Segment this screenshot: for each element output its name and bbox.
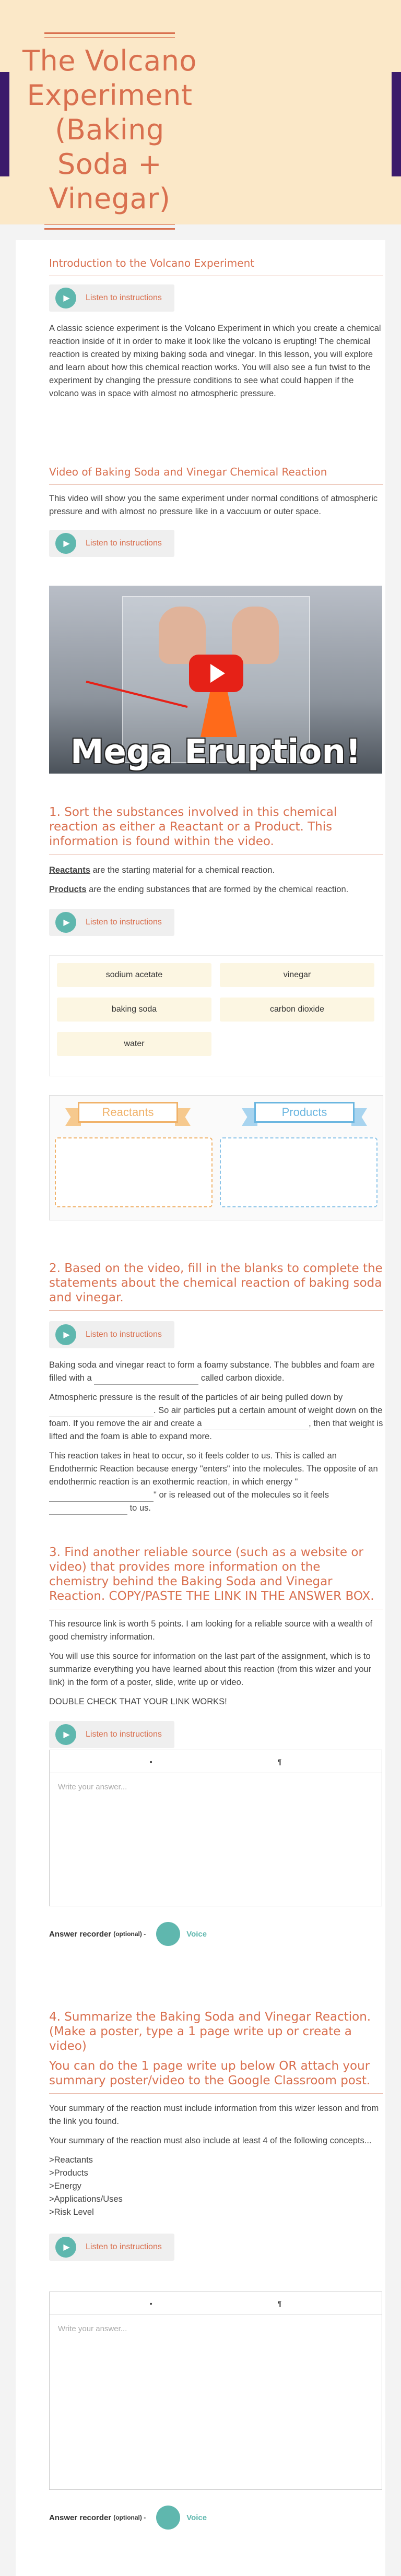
q2-paragraph-1 — [49, 1359, 383, 1385]
video-caption: Mega Eruption! — [70, 733, 361, 771]
q4-subheading: You can do the 1 page write up below OR attach your summary poster/video to the Google Classroom post. — [49, 2059, 371, 2087]
listen-label: Listen to instructions — [86, 293, 162, 302]
q4-concept: >Reactants — [49, 2155, 93, 2165]
q4-text-2: Your summary of the reaction must also include at least 4 of the following concepts... — [49, 2136, 372, 2145]
listen-label: Listen to instructions — [86, 539, 162, 548]
voice-button[interactable]: Voice — [186, 1929, 207, 1939]
bullet-list-icon[interactable]: • — [149, 1757, 152, 1766]
hero-band-right — [392, 72, 401, 176]
video-section — [49, 465, 383, 557]
reactants-definition — [49, 864, 383, 877]
answer-placeholder: Write your answer... — [58, 2324, 127, 2333]
hero-title-block — [16, 32, 204, 230]
reactants-term: Reactants — [49, 865, 90, 875]
q4-concept: >Energy — [49, 2181, 81, 2191]
play-icon: ▶ — [55, 1324, 76, 1345]
listen-button[interactable] — [49, 1721, 174, 1748]
listen-button[interactable] — [49, 2234, 174, 2261]
q2-text: " or is released out of the molecules so it feels — [154, 1490, 329, 1500]
products-definition — [49, 883, 383, 896]
reactants-def: are the starting material for a chemical reaction. — [90, 865, 275, 875]
top-rule — [44, 32, 175, 38]
microphone-icon[interactable] — [156, 1922, 180, 1946]
intro-text: A classic science experiment is the Volcano Experiment in which you create a chemical reaction inside of it in order to make it look like the volcano is erupting! The chemical reaction is created by mixing baking soda and vinegar. In this lesson, you will explore and learn about how this chemical reaction works. You will also see a fun twist to the experiment by changing the pressure conditions to see what could happen if the volcano was in space with almost no atmospheric pressure. — [49, 324, 381, 398]
q3-section — [49, 1545, 383, 1748]
q4-concept: >Applications/Uses — [49, 2194, 123, 2204]
youtube-play-icon[interactable] — [189, 655, 243, 692]
chip-carbon-dioxide[interactable]: carbon dioxide — [220, 998, 374, 1022]
recorder-label: Answer recorder — [49, 2513, 112, 2522]
rule-thin — [44, 37, 175, 38]
listen-button[interactable] — [49, 1321, 174, 1348]
q3-heading: 3. Find another reliable source (such as a website or video) that provides more information on the chemistry behind the Baking Soda and Vinegar Reaction. COPY/PASTE THE LINK IN THE ANSWER BOX. — [49, 1546, 374, 1603]
video-hand-right — [232, 607, 279, 664]
q3-text-1: This resource link is worth 5 points. I am looking for a reliable source with a wealth of good chemistry information. — [49, 1619, 373, 1642]
listen-label: Listen to instructions — [86, 1730, 162, 1739]
q2-text: . So air particles put a certain amount of weight down on the foam. If you remove the air and create a — [49, 1406, 383, 1428]
play-icon: ▶ — [55, 533, 76, 554]
worksheet-card — [16, 240, 385, 2576]
bucket-area — [49, 1095, 383, 1220]
q2-paragraph-3 — [49, 1450, 383, 1515]
chip-water[interactable]: water — [57, 1032, 211, 1056]
q4-answer-editor[interactable] — [49, 2292, 382, 2490]
q4-section — [49, 2010, 383, 2261]
q2-text: called carbon dioxide. — [200, 1373, 285, 1383]
answer-placeholder: Write your answer... — [58, 1783, 127, 1791]
recorder-optional: (optional) - — [113, 1930, 146, 1938]
q1-section — [49, 805, 383, 936]
heading-divider — [49, 484, 383, 485]
products-term: Products — [49, 885, 87, 894]
video-player[interactable] — [49, 586, 382, 774]
recorder-optional: (optional) - — [113, 2514, 146, 2521]
q4-concept: >Products — [49, 2168, 88, 2178]
q2-text: Atmospheric pressure is the result of the particles of air being pulled down by — [49, 1393, 343, 1402]
reactants-ribbon — [65, 1096, 191, 1128]
listen-button[interactable] — [49, 909, 174, 936]
hero-banner — [0, 0, 401, 224]
q3-answer-recorder — [49, 1922, 207, 1946]
video-text: This video will show you the same experiment under normal conditions of atmospheric pressure and with almost no pressure like in a vaccuum or outer space. — [49, 494, 378, 516]
editor-toolbar — [50, 2292, 382, 2315]
q3-text-3: DOUBLE CHECK THAT YOUR LINK WORKS! — [49, 1697, 227, 1706]
products-ribbon-label: Products — [254, 1102, 355, 1123]
play-icon: ▶ — [55, 1724, 76, 1745]
listen-label: Listen to instructions — [86, 918, 162, 927]
bottom-rule — [44, 224, 175, 230]
blank-input[interactable] — [49, 1492, 154, 1502]
blank-input[interactable] — [94, 1375, 198, 1385]
microphone-icon[interactable] — [156, 2506, 180, 2530]
editor-toolbar — [50, 1750, 382, 1773]
q2-heading: 2. Based on the video, fill in the blanks to complete the statements about the chemical reaction of baking soda and vinegar. — [49, 1262, 383, 1304]
chip-vinegar[interactable]: vinegar — [220, 963, 374, 987]
play-icon: ▶ — [55, 288, 76, 308]
listen-button[interactable] — [49, 284, 174, 312]
paragraph-icon[interactable]: ¶ — [277, 2299, 282, 2308]
heading-divider — [49, 2093, 383, 2094]
video-heading: Video of Baking Soda and Vinegar Chemical Reaction — [49, 466, 327, 478]
rule-thick — [44, 228, 175, 230]
reactants-drop-zone[interactable] — [55, 1137, 213, 1207]
intro-heading: Introduction to the Volcano Experiment — [49, 257, 255, 269]
hero-band-left — [0, 72, 9, 176]
q1-heading: 1. Sort the substances involved in this chemical reaction as either a Reactant or a Product. This information is found within the video. — [49, 805, 337, 848]
chip-baking-soda[interactable]: baking soda — [57, 998, 211, 1022]
q2-text: , then that weight is lifted and the foam is able to expand more. — [49, 1419, 383, 1441]
chip-sodium-acetate[interactable]: sodium acetate — [57, 963, 211, 987]
voice-button[interactable]: Voice — [186, 2513, 207, 2522]
q3-text-2: You will use this source for information on the last part of the assignment, which is to summarize everything you have learned about this reaction (from this wizer and your link) in the form of a poster, slide, write up or video. — [49, 1652, 372, 1687]
q2-section — [49, 1261, 383, 1515]
recorder-label: Answer recorder — [49, 1929, 112, 1939]
listen-button[interactable] — [49, 530, 174, 557]
bullet-list-icon[interactable]: • — [149, 2299, 152, 2308]
blank-input[interactable] — [49, 1408, 154, 1417]
q2-paragraph-2 — [49, 1391, 383, 1443]
q4-answer-recorder — [49, 2506, 207, 2530]
paragraph-icon[interactable]: ¶ — [277, 1757, 282, 1766]
play-icon: ▶ — [55, 2237, 76, 2258]
reactants-ribbon-label: Reactants — [78, 1102, 178, 1123]
q4-concept: >Risk Level — [49, 2207, 94, 2217]
products-ribbon — [242, 1096, 367, 1128]
intro-section — [49, 256, 383, 400]
page-title: The Volcano Experiment (Baking Soda + Vinegar) — [22, 44, 197, 215]
q3-answer-editor[interactable] — [49, 1750, 382, 1906]
listen-label: Listen to instructions — [86, 1330, 162, 1339]
blank-input[interactable] — [49, 1505, 127, 1515]
q4-heading: 4. Summarize the Baking Soda and Vinegar Reaction. (Make a poster, type a 1 page write up or create a video) — [49, 2010, 371, 2053]
chip-area — [49, 955, 383, 1076]
listen-label: Listen to instructions — [86, 2242, 162, 2251]
q2-text: to us. — [129, 1503, 151, 1513]
q2-text: Baking soda and vinegar react to form a foamy substance. The bubbles and foam are filled with a — [49, 1360, 375, 1383]
q4-text-1: Your summary of the reaction must include information from this wizer lesson and from the link you found. — [49, 2104, 379, 2126]
products-def: are the ending substances that are formed by the chemical reaction. — [86, 885, 349, 894]
blank-input[interactable] — [204, 1421, 309, 1430]
products-drop-zone[interactable] — [220, 1137, 378, 1207]
q2-text: This reaction takes in heat to occur, so it feels colder to us. This is called an Endothermic Reaction because energy "enters" into the molecules. The opposite of an endothermic reaction is an exothermic reaction, in which energy " — [49, 1451, 378, 1487]
heading-divider — [49, 1310, 383, 1311]
play-icon: ▶ — [55, 912, 76, 933]
